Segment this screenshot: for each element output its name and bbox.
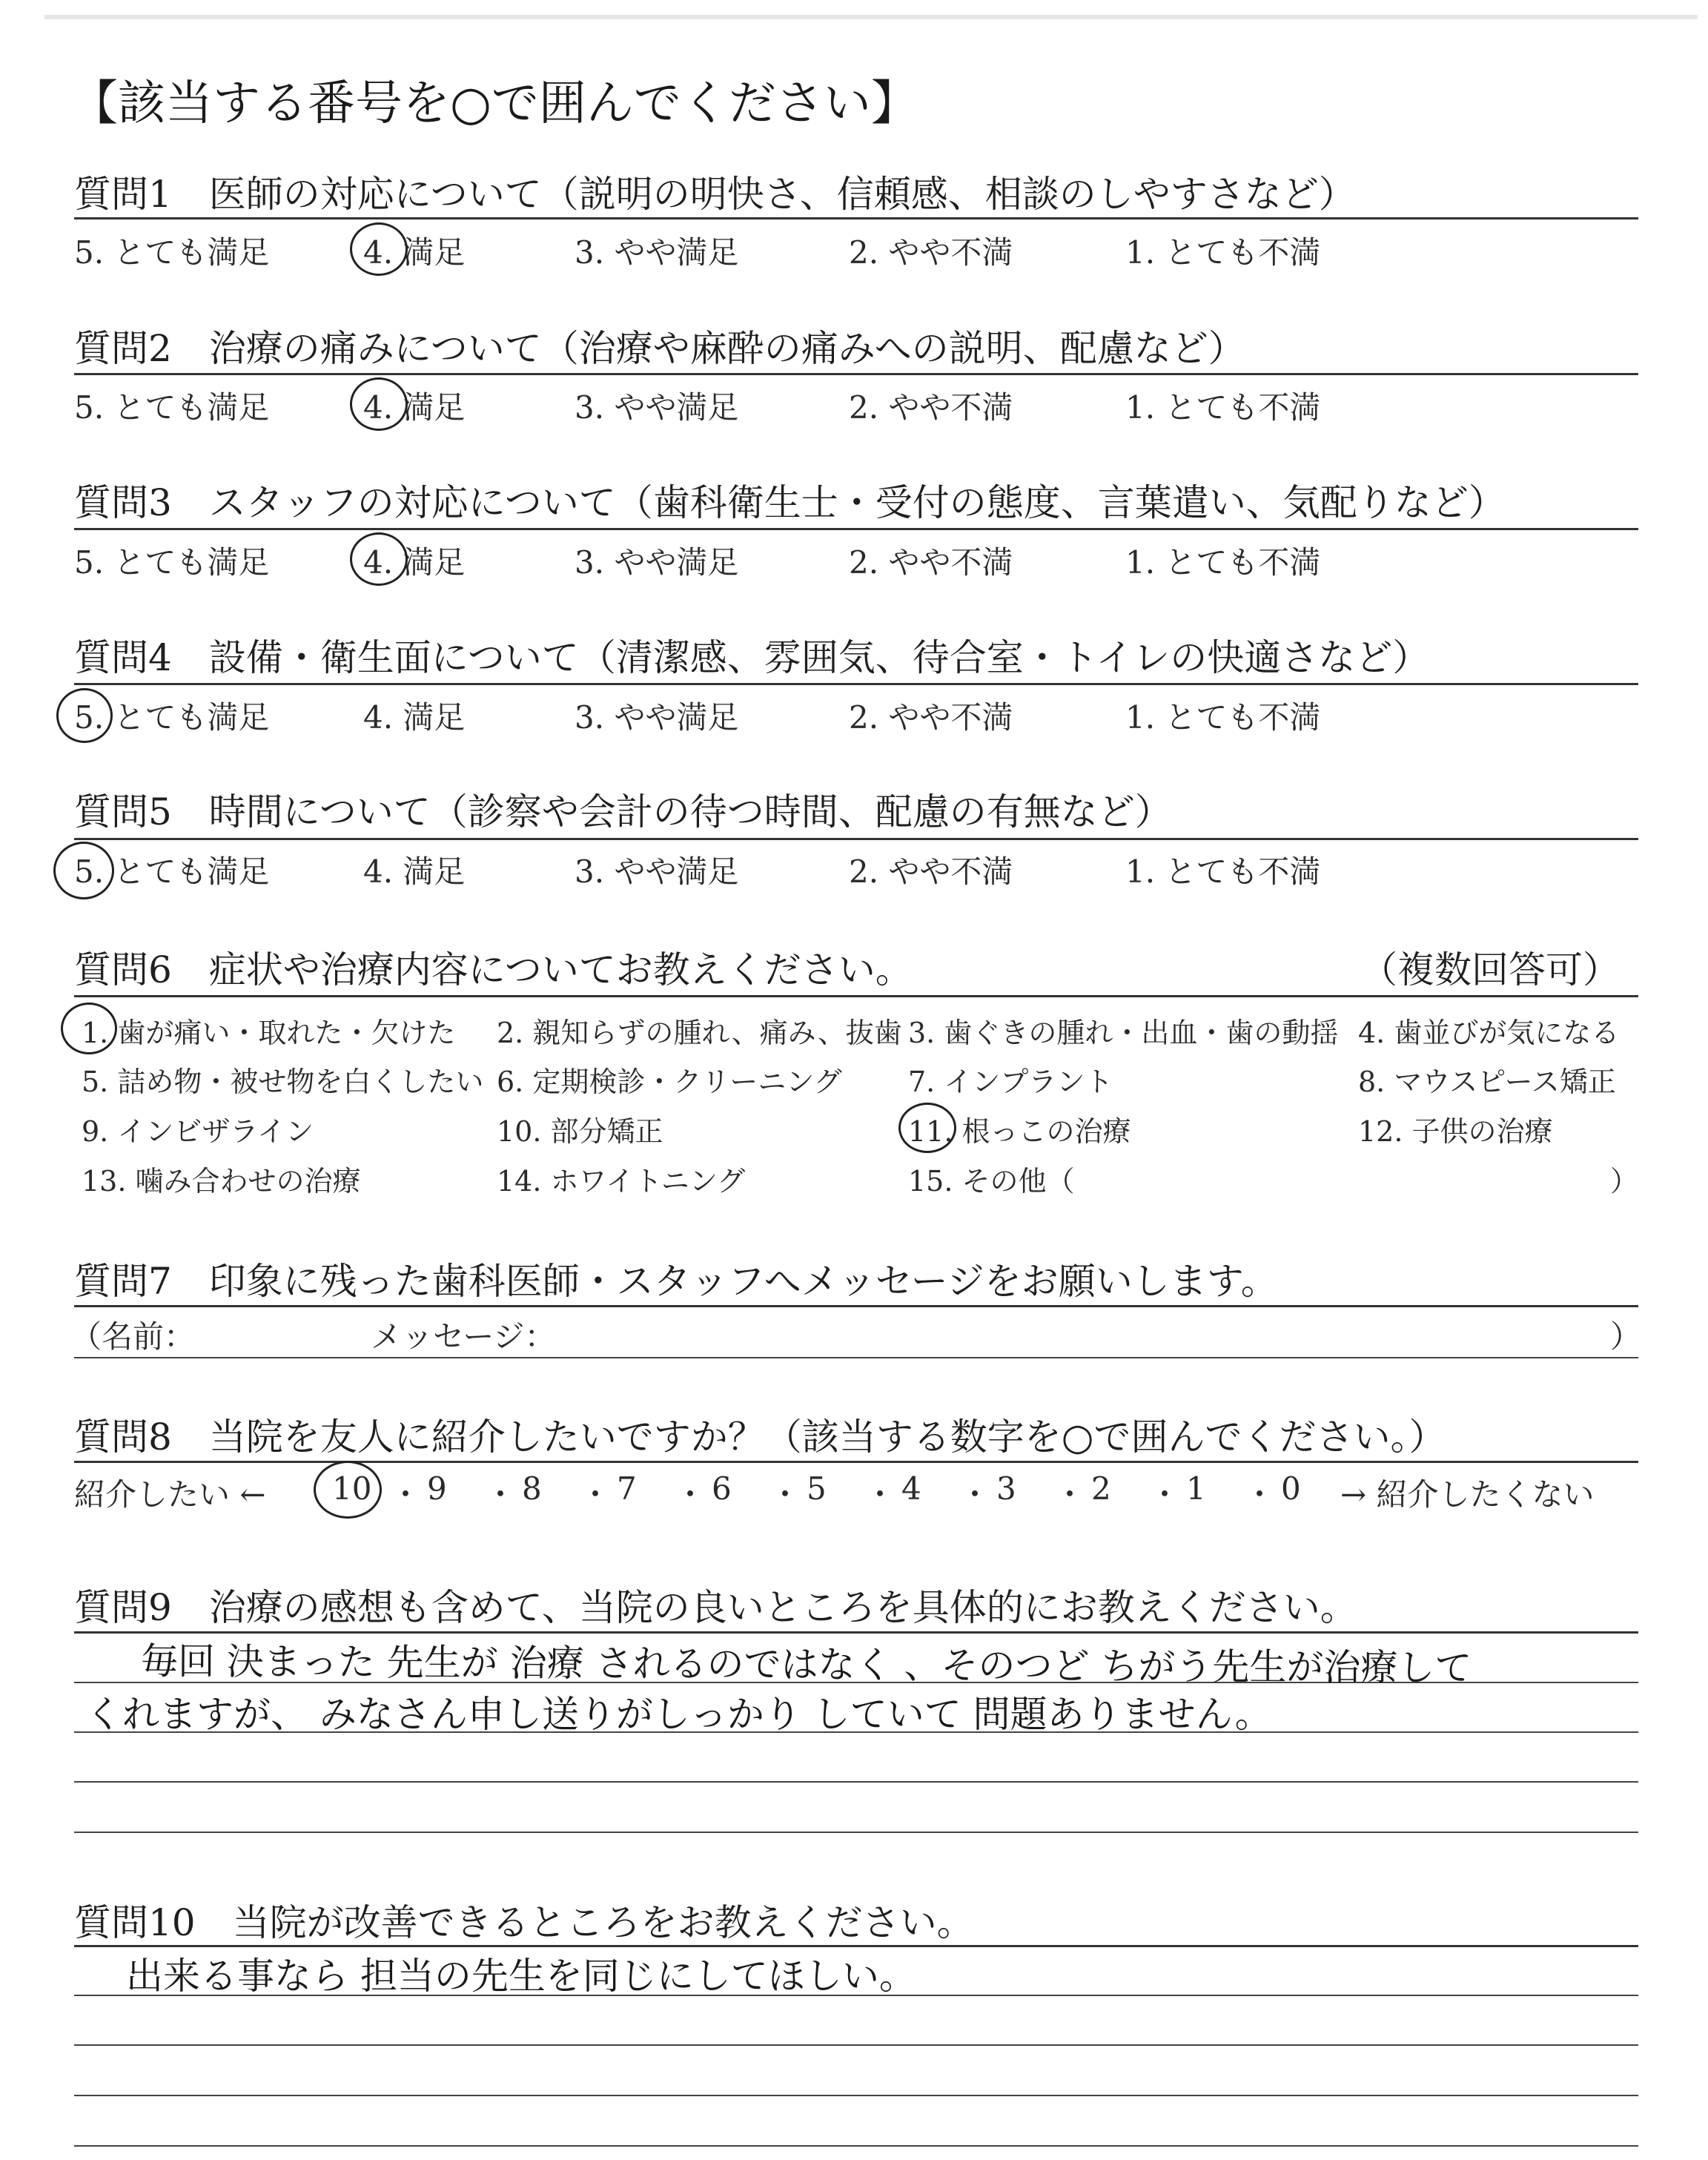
q8-scale-1[interactable]: 1 [1186, 1470, 1206, 1507]
q2-option-2[interactable]: 2. やや不満 [849, 389, 1013, 426]
q2-rule [74, 373, 1638, 375]
q1-selected-circle [350, 222, 408, 276]
q6-option-8[interactable]: 8. マウスピース矯正 [1358, 1066, 1616, 1098]
q3-rule [74, 528, 1638, 530]
q8-scale-separator: ・ [1244, 1476, 1276, 1513]
q6-option-3[interactable]: 3. 歯ぐきの腫れ・出血・歯の動揺 [908, 1017, 1339, 1049]
q2-option-5[interactable]: 5. とても満足 [74, 389, 270, 426]
q10-line-3 [74, 2044, 1638, 2046]
q4-selected-circle [56, 688, 113, 743]
q8-scale-separator: ・ [390, 1476, 422, 1513]
q8-scale-separator: ・ [769, 1476, 801, 1513]
q4-option-1[interactable]: 1. とても不満 [1125, 699, 1321, 736]
q2-option-1[interactable]: 1. とても不満 [1125, 389, 1321, 426]
q9-handwritten-answer-2: くれますが、 みなさん申し送りがしっかり していて 問題ありません。 [85, 1693, 1272, 1736]
q6-selected-circle-11 [898, 1103, 956, 1153]
q10-line-4 [74, 2095, 1638, 2096]
q6-option-11[interactable]: 11. 根っこの治療 [908, 1115, 1131, 1148]
q4-rule [74, 683, 1638, 685]
q6-option-5[interactable]: 5. 詰め物・被せ物を白くしたい [82, 1066, 484, 1098]
q7-title: 質問7 印象に残った歯科医師・スタッフへメッセージをお願いします。 [74, 1260, 1278, 1303]
q5-option-1[interactable]: 1. とても不満 [1125, 853, 1321, 890]
q8-scale-separator: ・ [959, 1476, 991, 1513]
q6-rule [74, 995, 1638, 997]
q1-option-5[interactable]: 5. とても満足 [74, 234, 270, 271]
q8-scale-4[interactable]: 4 [901, 1470, 921, 1507]
q5-option-3[interactable]: 3. やや満足 [575, 853, 739, 890]
q3-option-5[interactable]: 5. とても満足 [74, 544, 270, 581]
q6-title: 質問6 症状や治療内容についてお教えください。 [74, 948, 913, 991]
q3-option-3[interactable]: 3. やや満足 [575, 544, 739, 581]
q6-selected-circle-1 [61, 1003, 117, 1054]
scan-top-edge [44, 15, 1698, 19]
q7-close-paren: ） [1610, 1318, 1642, 1355]
q6-option-14[interactable]: 14. ホワイトニング [497, 1165, 746, 1198]
q3-title: 質問3 スタッフの対応について（歯科衛生士・受付の態度、言葉遣い、気配りなど） [74, 481, 1506, 524]
q7-bottom-rule [74, 1357, 1638, 1358]
q8-scale-9[interactable]: 9 [427, 1470, 447, 1507]
q8-scale-separator: ・ [1054, 1476, 1086, 1513]
q4-option-4[interactable]: 4. 満足 [363, 699, 466, 736]
q3-selected-circle [350, 532, 408, 586]
q6-option-1[interactable]: 1. 歯が痛い・取れた・欠けた [82, 1017, 456, 1049]
q4-title: 質問4 設備・衛生面について（清潔感、雰囲気、待合室・トイレの快適さなど） [74, 636, 1430, 679]
q9-line-4 [74, 1781, 1638, 1783]
q8-title: 質問8 当院を友人に紹介したいですか？（該当する数字を○で囲んでください。） [74, 1416, 1446, 1459]
q8-scale-6[interactable]: 6 [712, 1470, 732, 1507]
page-title: 【該当する番号を○で囲んでください】 [70, 76, 918, 131]
q8-scale-2[interactable]: 2 [1091, 1470, 1111, 1507]
q1-option-4[interactable]: 4. 満足 [363, 234, 466, 271]
q6-option-9[interactable]: 9. インビザライン [82, 1115, 314, 1148]
q2-option-3[interactable]: 3. やや満足 [575, 389, 739, 426]
q8-scale-separator: ・ [675, 1476, 706, 1513]
q8-scale-5[interactable]: 5 [807, 1470, 827, 1507]
q7-rule [74, 1305, 1638, 1307]
q6-option-13[interactable]: 13. 噛み合わせの治療 [82, 1165, 361, 1198]
q10-handwritten-answer-1: 出来る事なら 担当の先生を同じにしてほしい。 [126, 1955, 916, 1998]
q8-scale-separator: ・ [1149, 1476, 1181, 1513]
q8-scale-separator: ・ [580, 1476, 612, 1513]
q8-left-label: 紹介したい ← [74, 1476, 266, 1513]
q6-option-6[interactable]: 6. 定期検診・クリーニング [497, 1066, 842, 1098]
q2-selected-circle [350, 377, 408, 431]
q8-selected-circle [314, 1461, 382, 1519]
q8-scale-7[interactable]: 7 [617, 1470, 637, 1507]
q5-rule [74, 838, 1638, 840]
q10-title: 質問10 当院が改善できるところをお教えください。 [74, 1901, 974, 1944]
q3-option-2[interactable]: 2. やや不満 [849, 544, 1013, 581]
q8-scale-separator: ・ [864, 1476, 896, 1513]
q8-scale-separator: ・ [485, 1476, 517, 1513]
q5-title: 質問5 時間について（診察や会計の待つ時間、配慮の有無など） [74, 790, 1172, 833]
q6-option-15[interactable]: 15. その他（ [908, 1165, 1075, 1198]
q7-message-label: メッセージ： [371, 1318, 556, 1355]
q9-line-5 [74, 1832, 1638, 1833]
q8-scale-3[interactable]: 3 [996, 1470, 1016, 1507]
q8-right-label: → 紹介したくない [1340, 1476, 1595, 1513]
q1-option-2[interactable]: 2. やや不満 [849, 234, 1013, 271]
q1-option-1[interactable]: 1. とても不満 [1125, 234, 1321, 271]
q6-multiple-note: （複数回答可） [1360, 948, 1620, 991]
q4-option-3[interactable]: 3. やや満足 [575, 699, 739, 736]
q5-option-5[interactable]: 5. とても満足 [74, 853, 270, 890]
q3-option-4[interactable]: 4. 満足 [363, 544, 466, 581]
q5-selected-circle [53, 842, 114, 899]
q6-option-7[interactable]: 7. インプラント [908, 1066, 1113, 1098]
q5-option-4[interactable]: 4. 満足 [363, 853, 466, 890]
q6-option-10[interactable]: 10. 部分矯正 [497, 1115, 663, 1148]
q4-option-5[interactable]: 5. とても満足 [74, 699, 270, 736]
q9-handwritten-answer-1: 毎回 決まった 先生が 治療 されるのではなく 、そのつど ちがう先生が治療して [140, 1639, 1472, 1690]
q6-other-close: ） [1610, 1165, 1639, 1198]
q2-title: 質問2 治療の痛みについて（治療や麻酔の痛みへの説明、配慮など） [74, 327, 1245, 370]
q1-title: 質問1 医師の対応について（説明の明快さ、信頼感、相談のしやすさなど） [74, 173, 1356, 216]
q1-option-3[interactable]: 3. やや満足 [575, 234, 739, 271]
q2-option-4[interactable]: 4. 満足 [363, 389, 466, 426]
q7-name-label: （名前： [70, 1318, 196, 1355]
q9-title: 質問9 治療の感想も含めて、当院の良いところを具体的にお教えください。 [74, 1586, 1357, 1629]
q8-scale-10[interactable]: 10 [332, 1470, 372, 1507]
q3-option-1[interactable]: 1. とても不満 [1125, 544, 1321, 581]
q4-option-2[interactable]: 2. やや不満 [849, 699, 1013, 736]
q10-line-5 [74, 2145, 1638, 2147]
q8-rule [74, 1461, 1638, 1463]
q8-scale-0[interactable]: 0 [1281, 1470, 1301, 1507]
q5-option-2[interactable]: 2. やや不満 [849, 853, 1013, 890]
q6-option-2[interactable]: 2. 親知らずの腫れ、痛み、抜歯 [497, 1017, 902, 1049]
q1-rule [74, 217, 1638, 219]
q6-option-4[interactable]: 4. 歯並びが気になる [1358, 1017, 1620, 1049]
q8-scale-8[interactable]: 8 [522, 1470, 542, 1507]
q6-option-12[interactable]: 12. 子供の治療 [1358, 1115, 1553, 1148]
